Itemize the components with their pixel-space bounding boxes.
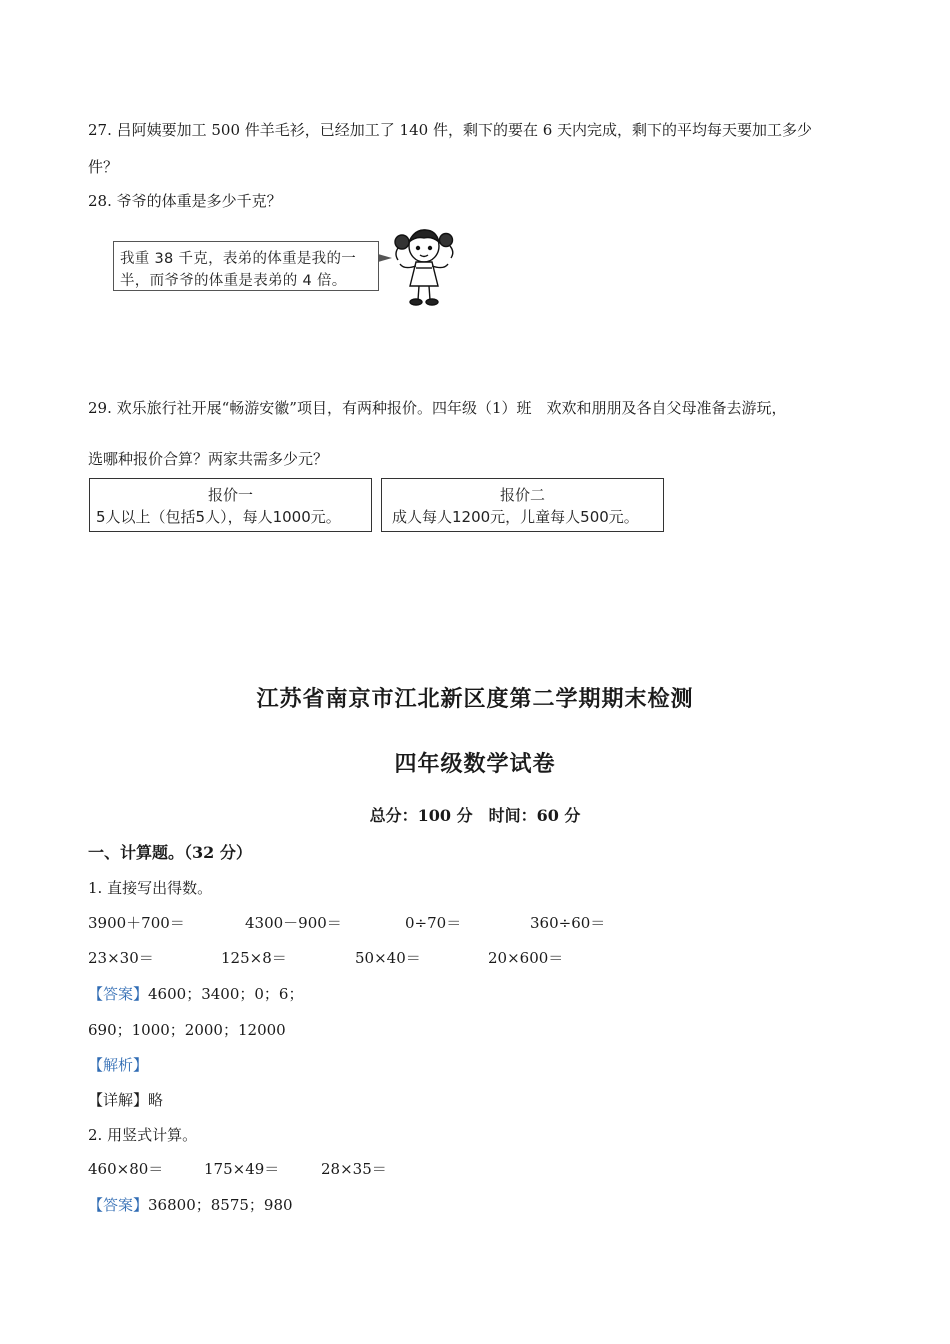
calc-item: 175×49＝ <box>204 1160 280 1178</box>
exam-meta: 总分：100 分 时间：60 分 <box>369 806 581 825</box>
calc-item: 4300－900＝ <box>245 914 342 932</box>
calc-item: 3900＋700＝ <box>88 914 185 932</box>
answer-line-2: 690；1000；2000；12000 <box>88 1021 286 1039</box>
offer-1-body: 5人以上（包括5人），每人1000元。 <box>96 508 341 526</box>
speech-bubble <box>113 241 379 291</box>
detail-tag: 【详解】 <box>88 1091 149 1109</box>
answer-line <box>88 1194 293 1215</box>
offer-box-2 <box>381 478 664 532</box>
offer-2-title: 报价二 <box>499 486 545 504</box>
answer-line <box>88 983 303 1004</box>
question-29-line1: 29. 欢乐旅行社开展“畅游安徽”项目，有两种报价。四年级（1）班 欢欢和朋朋及各自父母准备去游玩， <box>88 399 787 417</box>
analysis-tag: 【解析】 <box>88 1056 149 1074</box>
calc-item: 0÷70＝ <box>405 914 462 932</box>
exam-subtitle: 四年级数学试卷 <box>394 751 556 777</box>
calc-item: 28×35＝ <box>321 1160 387 1178</box>
detail-line <box>88 1089 163 1110</box>
question-29-line2: 选哪种报价合算？两家共需多少元？ <box>88 450 329 468</box>
offer-box-1 <box>89 478 372 532</box>
question-27-line2: 件？ <box>88 158 119 176</box>
offer-2-body: 成人每人1200元，儿童每人500元。 <box>392 508 639 526</box>
exam-title: 江苏省南京市江北新区度第二学期期末检测 <box>256 686 694 712</box>
calc-item: 125×8＝ <box>221 949 287 967</box>
detail-text: 略 <box>148 1091 164 1109</box>
answer-tag: 【答案】 <box>88 1196 149 1214</box>
section-heading: 一、计算题。（32 分） <box>88 843 252 862</box>
answer-text: 36800；8575；980 <box>148 1196 293 1214</box>
offer-1-title: 报价一 <box>207 486 253 504</box>
speech-bubble-line2: 半，而爷爷的体重是表弟的 4 倍。 <box>120 273 347 289</box>
calc-item: 50×40＝ <box>355 949 421 967</box>
girl-illustration <box>392 224 462 310</box>
question-27-line1: 27. 吕阿姨要加工 500 件羊毛衫，已经加工了 140 件，剩下的要在 6 天内完成，剩下的平均每天要加工多少 <box>88 121 813 139</box>
calc-item: 360÷60＝ <box>530 914 606 932</box>
calc-item: 460×80＝ <box>88 1160 164 1178</box>
calc-item: 20×600＝ <box>488 949 564 967</box>
calc-item: 23×30＝ <box>88 949 154 967</box>
speech-bubble-line1: 我重 38 千克，表弟的体重是我的一 <box>120 251 357 267</box>
answer-text: 4600；3400；0；6； <box>148 985 304 1003</box>
problem-1-prompt: 1. 直接写出得数。 <box>88 879 213 897</box>
answer-tag: 【答案】 <box>88 985 149 1003</box>
problem-2-prompt: 2. 用竖式计算。 <box>88 1126 198 1144</box>
speech-bubble-tail <box>378 254 392 262</box>
question-28-text: 28. 爷爷的体重是多少千克？ <box>88 192 282 210</box>
